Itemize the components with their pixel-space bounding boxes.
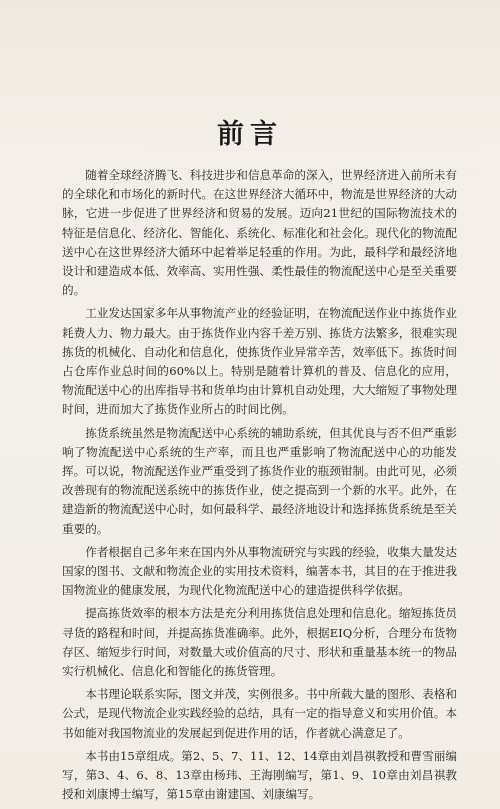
paragraph-7: 本书由15章组成。第2、5、7、11、12、14章由刘昌祺教授和曹雪丽编写，第3、4、6、8、13章由杨玮、王海刚编写，第1、9、10章由刘昌祺教授和刘康博士编写，第15章由谢建国、刘康编写。 [62,748,457,802]
paragraph-5: 提高拣货效率的根本方法是充分利用拣货信息处理和信息化。缩短拣货员寻货的路程和时间，并提高拣货准确率。此外，根据EIQ分析，合理分布货物存区、缩短步行时间，对数量大或价值高的尺寸、形状和重量基本统一的物品实行机械化、信息化和智能化的拣货管理。 [62,606,457,679]
paragraph-4: 作者根据自己多年来在国内外从事物流研究与实践的经验，收集大量发达国家的图书、文献和物流企业的实用技术资料，编著本书，其目的在于推进我国物流业的健康发展，为现代化物流配送中心的建造提供科学依据。 [62,544,457,598]
paragraph-3: 拣货系统虽然是物流配送中心系统的辅助系统，但其优良与否不但严重影响了物流配送中心系统的生产率，而且也严重影响了物流配送中心的功能发挥。可以说，物流配送作业严重受到了拣货作业的瓶颈钳制。由此可见，必须改善现有的物流配送系统中的拣货作业，使之提高到一个新的水平。此外，在建造新的物流配送中心时，如何最科学、最经济地设计和选择拣货系统是至关重要的。 [62,425,457,536]
paragraph-2: 工业发达国家多年从事物流产业的经验证明，在物流配送作业中拣货作业耗费人力、物力最大。由于拣货作业内容千差万别、拣货方法繁多，很难实现拣货的机械化、自动化和信息化，使拣货作业异常辛苦，效率低下。拣货时间占仓库作业总时间的60%以上。特别是随着计算机的普及、信息化的应用，物流配送中心的出库指导书和货单均由计算机自动处理，大大缩短了事物处理时间，进而加大了拣货作业所占的时间比例。 [62,306,457,417]
page-title: 前言 [217,119,283,150]
body-text [62,166,457,809]
paragraph-6: 本书理论联系实际，图文并茂，实例很多。书中所载大量的图形、表格和公式，是现代物流企业实践经验的总结，具有一定的指导意义和实用价值。本书如能对我国物流业的发展起到促进作用的话，作者就心满意足了。 [62,687,457,740]
paragraph-1: 随着全球经济腾飞、科技进步和信息革命的深入，世界经济进入前所未有的全球化和市场化的新时代。在这世界经济大循环中，物流是世界经济的大动脉，它进一步促进了世界经济和贸易的发展。迈向21世纪的国际物流技术的特征是信息化、经济化、智能化、系统化、标准化和社会化。现代化的物流配送中心在这世界经济大循环中起着举足轻重的作用。为此，最科学和最经济地设计和建造成本低、效率高、实用性强、柔性最佳的物流配送中心是至关重要的。 [62,168,457,298]
